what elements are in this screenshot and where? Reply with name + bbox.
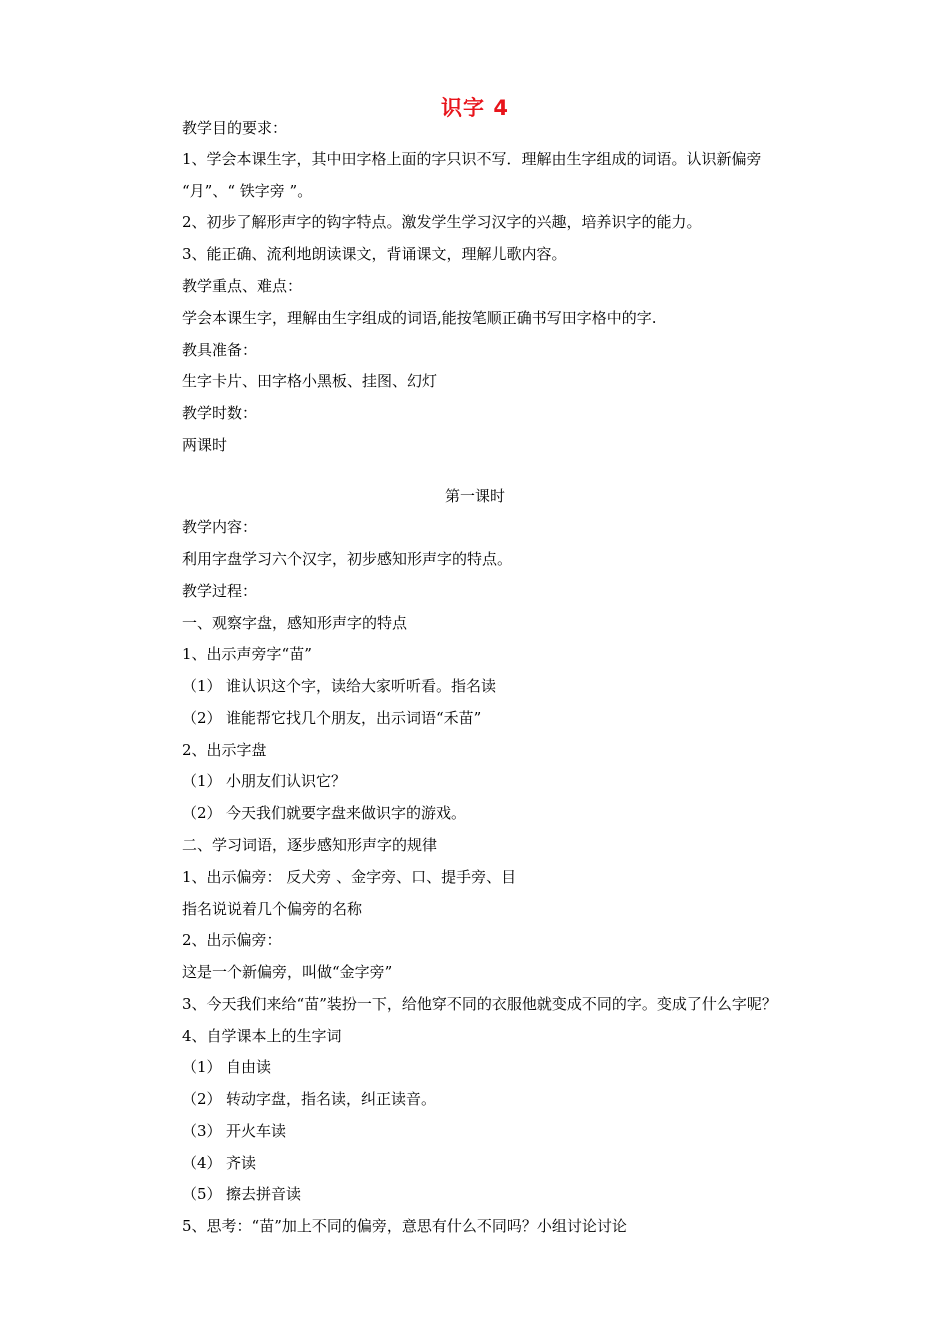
list-item	[182, 708, 481, 728]
heading-hours: 教学时数：	[182, 404, 258, 422]
step-2-1: 1、出示偏旁： 反犬旁 、金字旁、口、提手旁、目	[182, 868, 517, 886]
step-2-1-note: 指名说说着几个偏旁的名称	[182, 900, 363, 918]
step-2-2: 2、出示偏旁：	[182, 931, 282, 949]
step-1: 一、观察字盘，感知形声字的特点	[182, 614, 408, 632]
page-title: 识字 4	[441, 96, 509, 120]
objective-3: 3、能正确、流利地朗读课文，背诵课文，理解儿歌内容。	[182, 245, 567, 263]
step-1-2: 2、出示字盘	[182, 741, 267, 759]
item-number: （3）	[182, 1122, 222, 1140]
item-text: 转动字盘，指名读，纠正读音。	[226, 1090, 437, 1108]
item-text: 谁能帮它找几个朋友，出示词语“禾苗”	[226, 709, 482, 727]
key-points: 学会本课生字，理解由生字组成的词语,能按笔顺正确书写田字格中的字.	[182, 309, 657, 327]
list-item	[182, 1089, 436, 1109]
materials: 生字卡片、田字格小黑板、挂图、幻灯	[182, 372, 438, 390]
step-2-5: 5、思考：“苗”加上不同的偏旁，意思有什么不同吗？小组讨论讨论	[182, 1217, 627, 1235]
objective-2: 2、初步了解形声字的钩字特点。激发学生学习汉字的兴趣，培养识字的能力。	[182, 213, 702, 231]
list-item	[182, 1121, 286, 1141]
item-number: （1）	[182, 677, 222, 695]
item-number: （4）	[182, 1154, 222, 1172]
item-number: （1）	[182, 772, 222, 790]
step-2-4: 4、自学课本上的生字词	[182, 1027, 342, 1045]
list-item	[182, 1184, 301, 1204]
item-text: 开火车读	[226, 1122, 287, 1140]
list-item	[182, 676, 496, 696]
item-number: （2）	[182, 709, 222, 727]
content: 利用字盘学习六个汉字，初步感知形声字的特点。	[182, 550, 513, 568]
hours: 两课时	[182, 436, 228, 454]
list-item	[182, 1057, 271, 1077]
list-item	[182, 803, 466, 823]
step-2-3: 3、今天我们来给“苗”装扮一下，给他穿不同的衣服他就变成不同的字。变成了什么字呢？	[182, 995, 777, 1013]
item-text: 今天我们就要字盘来做识字的游戏。	[226, 804, 467, 822]
heading-content: 教学内容：	[182, 518, 258, 536]
item-text: 小朋友们认识它？	[226, 772, 347, 790]
step-2: 二、学习词语，逐步感知形声字的规律	[182, 836, 438, 854]
item-number: （2）	[182, 804, 222, 822]
item-number: （5）	[182, 1185, 222, 1203]
item-text: 擦去拼音读	[226, 1185, 302, 1203]
step-2-2-note: 这是一个新偏旁，叫做“金字旁”	[182, 963, 393, 981]
step-1-1: 1、出示声旁字“苗”	[182, 645, 312, 663]
objective-1-cont: “月”、“ 铁字旁 ”。	[182, 182, 313, 200]
heading-key-points: 教学重点、难点：	[182, 277, 303, 295]
section-title: 第一课时	[444, 487, 505, 505]
objective-1: 1、学会本课生字，其中田字格上面的字只识不写．理解由生字组成的词语。认识新偏旁	[182, 150, 762, 168]
item-number: （2）	[182, 1090, 222, 1108]
item-text: 齐读	[226, 1154, 257, 1172]
heading-objectives: 教学目的要求：	[182, 119, 288, 137]
list-item	[182, 771, 346, 791]
heading-process: 教学过程：	[182, 582, 258, 600]
heading-materials: 教具准备：	[182, 341, 258, 359]
item-text: 自由读	[226, 1058, 272, 1076]
item-number: （1）	[182, 1058, 222, 1076]
item-text: 谁认识这个字，读给大家听听看。指名读	[226, 677, 497, 695]
list-item	[182, 1153, 256, 1173]
